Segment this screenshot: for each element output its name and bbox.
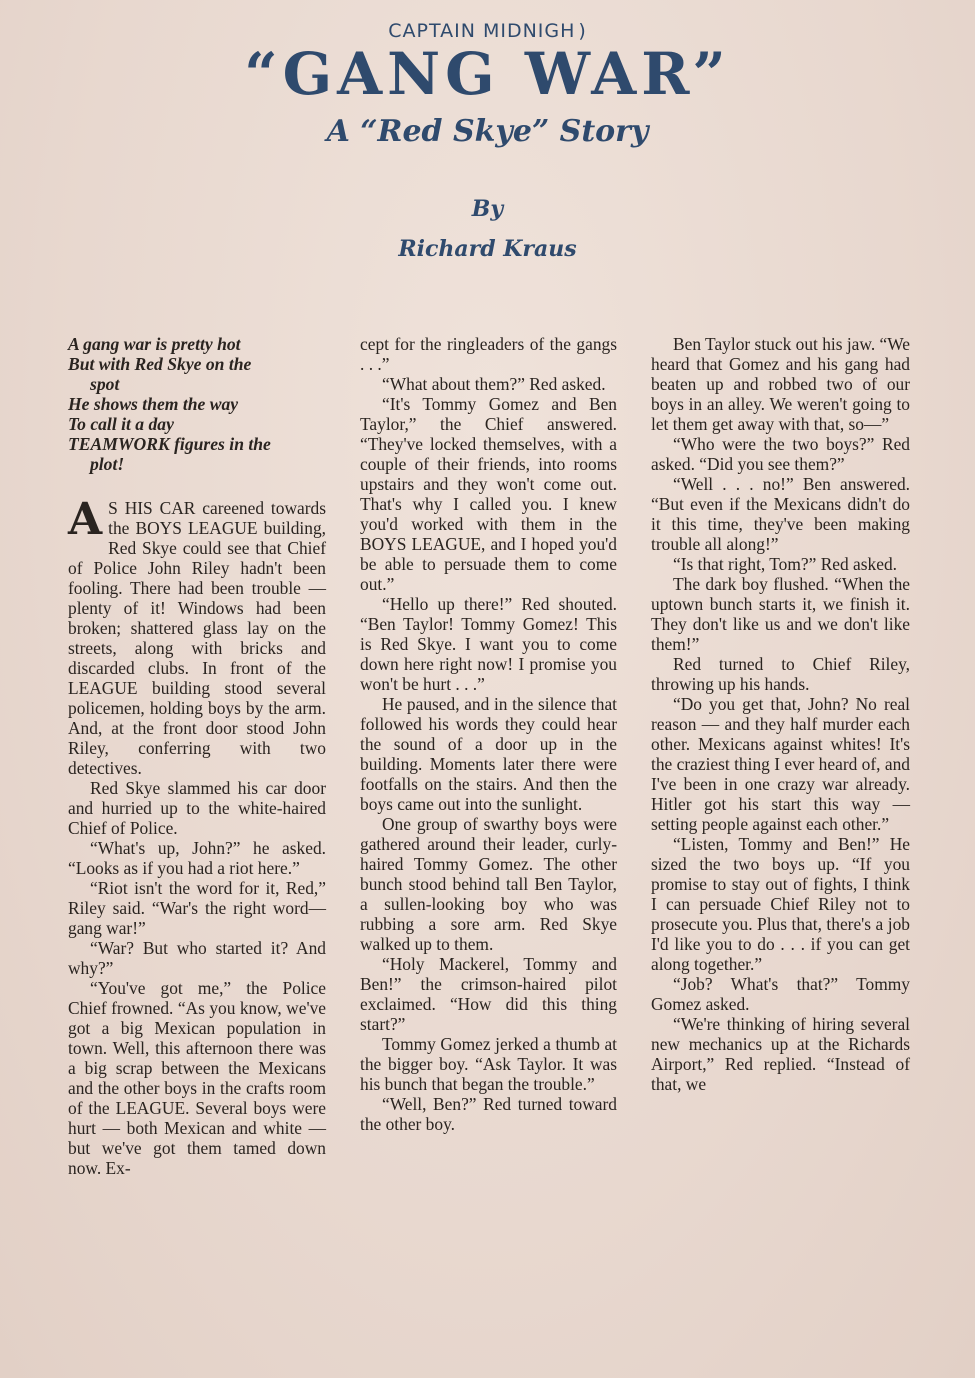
text-column-1: [68, 334, 326, 1178]
story-blurb: [68, 334, 326, 474]
opening-paragraph: [68, 494, 326, 778]
series-name: CAPTAIN MIDNIGH ): [388, 20, 587, 42]
story-subtitle: A “Red Skye” Story: [326, 114, 649, 149]
blurb-line: A gang war is pretty hot: [68, 334, 241, 354]
paragraph: “Job? What's that?” Tommy Gomez asked.: [651, 974, 910, 1014]
story-title: “GANG WAR”: [244, 40, 731, 108]
paragraph: The dark boy flushed. “When the uptown bunch starts it, we finish it. They don't like us and we don't like them!”: [651, 574, 910, 654]
paragraph: He paused, and in the silence that followed his words they could hear the sound of a door up in the building. Moments later there were footfalls on the stairs. And then the boys came out into the sunlight.: [360, 694, 617, 814]
text-column-2: [360, 334, 617, 1134]
blurb-line: TEAMWORK figures in the: [68, 434, 271, 454]
paragraph: “We're thinking of hiring several new mechanics up at the Richards Airport,” Red replied. “Instead of that, we: [651, 1014, 910, 1094]
author-name: Richard Kraus: [398, 236, 577, 262]
blurb-line: He shows them the way: [68, 394, 239, 414]
paragraph: “War? But who started it? And why?”: [68, 938, 326, 978]
paragraph: Tommy Gomez jerked a thumb at the bigger boy. “Ask Taylor. It was his bunch that began the trouble.”: [360, 1034, 617, 1094]
blurb-line: plot!: [90, 454, 125, 474]
paragraph: “Well, Ben?” Red turned toward the other boy.: [360, 1094, 617, 1134]
paragraph: “Riot isn't the word for it, Red,” Riley said. “War's the right word—gang war!”: [68, 878, 326, 938]
paragraph: “Who were the two boys?” Red asked. “Did you see them?”: [651, 434, 910, 474]
paragraph: Ben Taylor stuck out his jaw. “We heard that Gomez and his gang had beaten up and robbed two of our boys in an alley. We weren't going to let them get away with that, so—”: [651, 334, 910, 434]
byline-label: By: [471, 196, 504, 222]
paragraph: Red Skye slammed his car door and hurried up to the white-haired Chief of Police.: [68, 778, 326, 838]
opening-text: S HIS CAR careened towards the BOYS LEAGUE building, Red Skye could see that Chief of Police John Riley hadn't been fooling. There had been trouble — plenty of it! Windows had been broken; shattered glass lay on the streets, along with bricks and discarded clubs. In front of the LEAGUE building stood several policemen, holding boys by the arm. And, at the front door stood John Riley, conferring with two detectives.: [68, 498, 326, 778]
paragraph: “Holy Mackerel, Tommy and Ben!” the crimson-haired pilot exclaimed. “How did this thing start?”: [360, 954, 617, 1034]
paragraph: “Listen, Tommy and Ben!” He sized the two boys up. “If you promise to stay out of fights, I think I can persuade Chief Riley not to prosecute you. Plus that, there's a job I'd like you to do . . . if you can get along together.”: [651, 834, 910, 974]
paragraph: cept for the ringleaders of the gangs . . .”: [360, 334, 617, 374]
paragraph: “Is that right, Tom?” Red asked.: [673, 554, 897, 574]
paragraph: Red turned to Chief Riley, throwing up his hands.: [651, 654, 910, 694]
paragraph: One group of swarthy boys were gathered around their leader, curly-haired Tommy Gomez. The other bunch stood behind tall Ben Taylor, a sullen-looking boy who was rubbing a sore arm. Red Skye walked up to them.: [360, 814, 617, 954]
paragraph: “Well . . . no!” Ben answered. “But even if the Mexicans didn't do it this time, they've been making trouble all along!”: [651, 474, 910, 554]
text-column-3: [651, 334, 910, 1094]
paragraph: “Do you get that, John? No real reason — and they half murder each other. Mexicans against whites! It's the craziest thing I ever heard of, and I've been in one crazy war already. Hitler got his start this way — setting people against each other.”: [651, 694, 910, 834]
paragraph: “Hello up there!” Red shouted. “Ben Taylor! Tommy Gomez! This is Red Skye. I want you to come down here right now! I promise you won't be hurt . . .”: [360, 594, 617, 694]
blurb-line: spot: [90, 374, 120, 394]
blurb-line: To call it a day: [68, 414, 174, 434]
paragraph: “You've got me,” the Police Chief frowned. “As you know, we've got a big Mexican population in town. Well, this afternoon there was a big scrap between the Mexicans and the other boys in the crafts room of the LEAGUE. Several boys were hurt — both Mexican and white — but we've got them tamed down now. Ex-: [68, 978, 326, 1178]
paragraph: “What's up, John?” he asked. “Looks as if you had a riot here.”: [68, 838, 326, 878]
paragraph: “What about them?” Red asked.: [382, 374, 606, 394]
paragraph: “It's Tommy Gomez and Ben Taylor,” the Chief answered. “They've locked themselves, with a couple of their friends, into rooms upstairs and they won't come out. That's why I called you. I knew you'd worked with them in the BOYS LEAGUE, and I hoped you'd be able to persuade them to come out.”: [360, 394, 617, 594]
blurb-line: But with Red Skye on the: [68, 354, 252, 374]
drop-cap: A: [68, 494, 103, 545]
